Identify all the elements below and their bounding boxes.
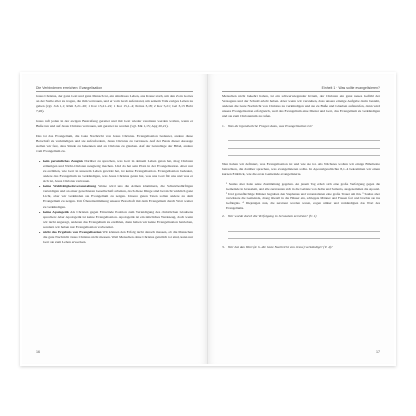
bullet-text: Wir können den Erfolg nicht danach messen, ob die Menschen die gute Nachricht Jesus Christus nicht messen. Weil Menschen ohne Christus geistlich tot sind, kann nur Gott sie zum Leben erwecken. [43, 230, 193, 245]
question-text: Wer wurde durch die Verfolgung in Jerusalem zerstreut? (V. 1) [228, 214, 317, 219]
bullet-term: kein persönliches Zeugnis [43, 158, 84, 163]
right-page-body [222, 94, 380, 255]
question-3 [222, 245, 380, 250]
answer-lines-2 [228, 224, 380, 239]
left-page [22, 74, 208, 364]
right-paragraph-1: Menschen nicht bekehrt haben, ist ein schwerwiegender Irrtum, der Christen ein ganz neues Gefühl der Versagens und der Schuld erlebt haben. Aber wenn wir verstehen, dass unsere einzige Aufgabe darin besteht, anderen die Gute Nachricht von Christus zu verkündigen und sie zu Buße und Glauben aufzurufen, dann wird unsere Evangelisation erfolgreich, weil das Evangelium eine Dienst und Gott, das Evangelium zu verkündigen und sie zum Christentum zu rufen. [222, 94, 380, 119]
page-number-left: 16 [36, 350, 40, 354]
list-item [43, 159, 193, 184]
left-page-body [36, 94, 193, 245]
bullet-term: keine Apologetik [43, 209, 69, 214]
bullet-list [36, 159, 193, 246]
left-paragraph-2: Jesus ruft jeden in der ewigen Bestrafung gerettet und mit Gott wieder vereinten werden wollen, wenn er Buße tun und auf Jesus Christus vertrauen, um gerettet zu werden (vgl. Mk 1,15; Apg 20,21). [36, 118, 193, 129]
bullet-text: Weise wird uns die Armen klammern, die Schutzbedürftigen verteidigen und an einer gerechteren Gesellschaft arbeiten, doch diese Dinge sind bei nicht wirklich ganz Licht, aber wir verkünden sie Evangelium zu zeigen. Unsere guten Taten sollen andere zu dem Evangelium zu zeigen. Um Übereinstimmung unserer Botschaft mit dem Evangelium durch Wort weiter zu verkündigen. [43, 184, 193, 209]
left-paragraph-3: Das ist das Evangelium, die Gute Nachricht von Jesus Christus. Evangelisation bedeutet, andere diese Botschaft zu verkündigen und sie aufzufordern, Jesus Christus zu vertrauen. Auf der Basis dieser Aussage stellen wir fest, dass Sünde zu bekennen und an Christus zu glauben. Auf der Grundlage der Bibel, andere vom Evangelium zu. [36, 133, 193, 154]
page-number-right: 17 [376, 350, 380, 354]
question-text: Wer hat das Wort (d. h. die Gute Nachricht von Jesus) verkündigt? (V. 4)? [228, 245, 333, 250]
right-paragraph-2: Nun haben wir definiert, was Evangelisation ist und wie sie ist. Als Nächstes wollen wir einige Bibeltexte betrachten, die darüber sprechen, was evangelisieren sollte. In Apostelgeschichte 8,1–4 bekommen wir einen kurzen Einblick, wie die erste Gemeinde evangelisierte. [222, 162, 380, 177]
open-book [22, 74, 394, 364]
running-head-left: Die Verbindenen erreichen: Evangelisation [36, 86, 193, 92]
answer-lines-1 [228, 134, 380, 157]
running-head-right: Einheit 1 · Was sollte evangelisieren? [222, 86, 380, 92]
question-text: Was du irgendwelche Fragen dazu, was Evangelisation ist? [228, 124, 313, 129]
bullet-term: keine Wohltätigkeitsveranstaltung [43, 184, 97, 189]
question-number: 3. [222, 245, 225, 250]
list-item [43, 230, 193, 245]
list-item [43, 210, 193, 230]
right-page [208, 74, 394, 364]
question-number: 2. [222, 214, 225, 219]
list-item [43, 184, 193, 209]
bullet-text: Darüber zu sprechen, was Gott in deinem Leben getan hat, mag Christen ermutigen und Nicht-Christen neugierig machen. Und da hat sein Platz in der Evangelisation. Aber nur zu erzählen, wie Gott in unserem Leben gewirkt hat, ist keine Evangelisation. Evangelisation bedeutet, andere das Evangelium zu verkündigen, was Jesus Christus getan hat, was uns Gott für uns und was er sich ist, Jesus Christus vertrauen. [43, 158, 194, 184]
question-2 [222, 214, 380, 219]
scripture-citation: ¹ Saulus aber hatte seine Zustimmung gegeben. An jenem Tag erhob sich eine große Verfolgung gegen die Gemeinde in Jerusalem, und alle zerstreuten sich in die Gebiete von Judäa und Samaria, ausgenommen die Apostel. ² Und gottesfürchtige Männer begruben den Stephanus und veranstalteten eine große Trauer um ihn. ³ Saulus aber verwüstete die Gemeinde, drang überall in die Häuser ein, schleppte Männer und Frauen fort und brachte sie ins Gefängnis. ⁴ Diejenigen nun, die zerstreut worden waren, zogen umher und verkündigten das Wort des Evangeliums. [226, 182, 380, 210]
left-paragraph-1: Jesus Christus, der ganz Gott und ganz Mensch ist, ein sündloses Leben, ans Kreuz starb, um den Zorn Gottes an der Stelle aller zu tragen, die ihm vertrauen, und er vom Grab auferstand, um seinem Volk ewiges Leben zu geben (vgl. Joh 1,1; Röm 3,21–26; 1 Kor 15,21–22; 1 Kor 15,1–4; Petrus 3,18; 2 Kor 5,21; Gal 3,13 Hebr 7,26). [36, 94, 193, 114]
bullet-term: nicht das Ergebnis von Evangelisation [43, 230, 102, 235]
question-1 [222, 124, 380, 129]
question-number: 1. [222, 124, 225, 129]
bullet-text: Als Christen gegen Einwände Position zum Verteidigung des christlichen Glaubens sprechen: Aber Apologetik ist keine Evangelisation. Apologetik ist ein nützliches Werkzeug, doch wenn wir nicht angeregt, anderen das Evangelium zu erzählen, dann haben wir keine Evangelisation betrieben, sondern wir haben nur Evangelisation vorbereitet. [43, 209, 193, 229]
